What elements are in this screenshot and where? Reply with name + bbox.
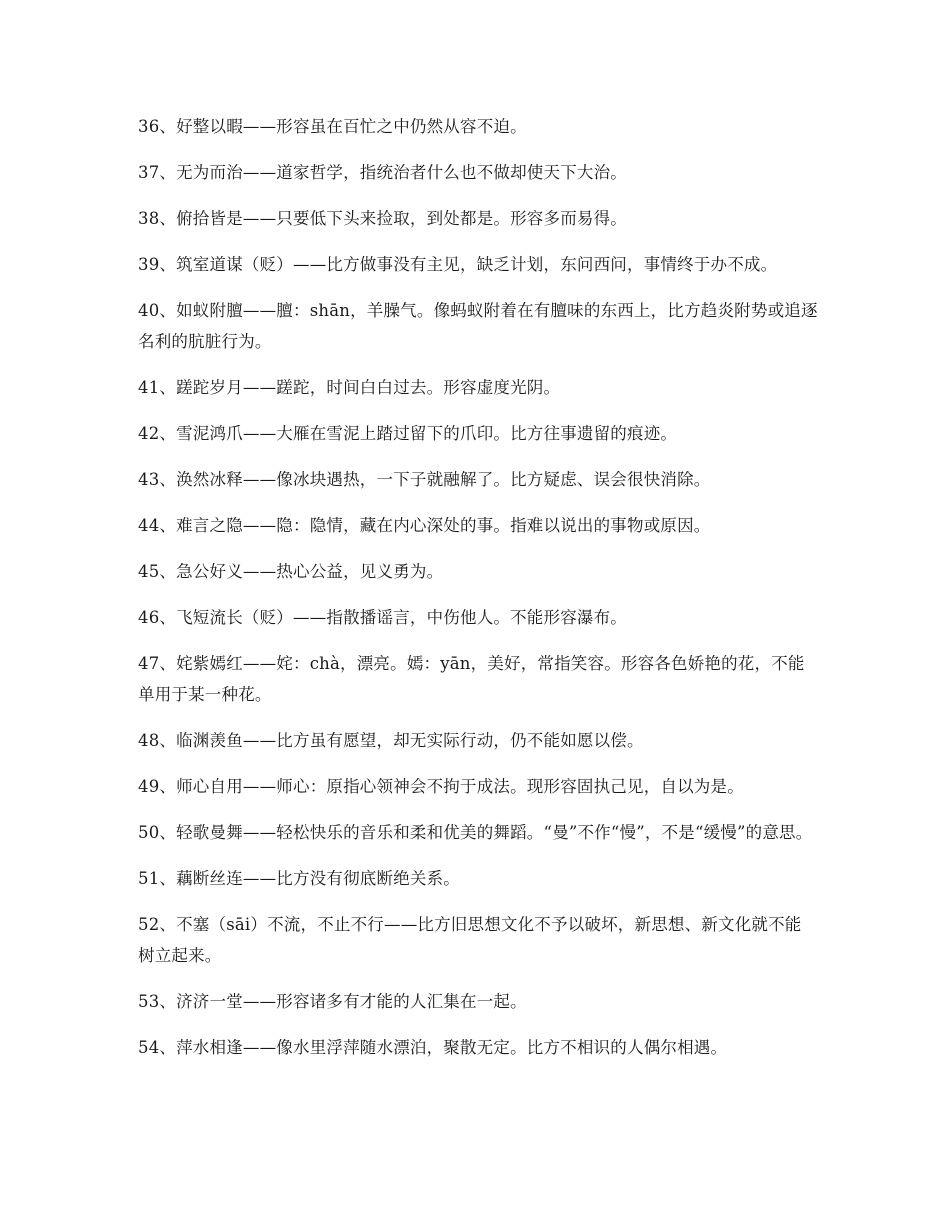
entry-number: 50	[138, 823, 160, 842]
idiom-entry	[138, 157, 818, 188]
entry-number: 52	[138, 915, 160, 934]
entry-separator: 、	[159, 516, 177, 535]
entry-text: 涣然冰释——像冰块遇热，一下子就融解了。比方疑虑、误会很快消除。	[176, 470, 711, 489]
entry-number: 49	[138, 777, 160, 796]
entry-separator: 、	[159, 562, 177, 581]
entry-number: 47	[138, 654, 160, 673]
entry-number: 51	[138, 869, 160, 888]
entry-number: 41	[138, 378, 160, 397]
entry-separator: 、	[159, 255, 177, 274]
idiom-entry	[138, 817, 818, 848]
entry-separator: 、	[159, 654, 177, 673]
idiom-entry	[138, 372, 818, 403]
idiom-entry	[138, 556, 818, 587]
idiom-entry	[138, 909, 818, 971]
entry-text: 临渊羡鱼——比方虽有愿望，却无实际行动，仍不能如愿以偿。	[176, 731, 644, 750]
idiom-list	[138, 111, 818, 1078]
entry-text: 萍水相逢——像水里浮萍随水漂泊，聚散无定。比方不相识的人偶尔相遇。	[176, 1038, 728, 1057]
entry-separator: 、	[159, 915, 177, 934]
idiom-entry	[138, 295, 818, 357]
entry-text: 飞短流长（贬）——指散播谣言，中伤他人。不能形容瀑布。	[176, 608, 628, 627]
entry-text: 轻歌曼舞——轻松快乐的音乐和柔和优美的舞蹈。“曼”不作“慢”，不是“缓慢”的意思。	[176, 823, 813, 842]
entry-separator: 、	[159, 117, 177, 136]
entry-separator: 、	[159, 470, 177, 489]
idiom-entry	[138, 725, 818, 756]
entry-number: 44	[138, 516, 160, 535]
entry-text: 师心自用——师心：原指心领神会不拘于成法。现形容固执己见，自以为是。	[176, 777, 744, 796]
entry-separator: 、	[159, 301, 177, 320]
idiom-entry	[138, 249, 818, 280]
idiom-entry	[138, 1032, 818, 1063]
entry-separator: 、	[159, 731, 177, 750]
idiom-entry	[138, 863, 818, 894]
entry-text: 无为而治——道家哲学，指统治者什么也不做却使天下大治。	[176, 163, 628, 182]
entry-separator: 、	[159, 823, 177, 842]
idiom-entry	[138, 111, 818, 142]
entry-number: 43	[138, 470, 160, 489]
entry-number: 46	[138, 608, 160, 627]
entry-separator: 、	[159, 1038, 177, 1057]
entry-text: 不塞（sāi）不流，不止不行——比方旧思想文化不予以破坏，新思想、新文化就不能树立起来。	[138, 915, 802, 965]
entry-text: 难言之隐——隐：隐情，藏在内心深处的事。指难以说出的事物或原因。	[176, 516, 711, 535]
idiom-entry	[138, 418, 818, 449]
entry-number: 42	[138, 424, 160, 443]
entry-separator: 、	[159, 869, 177, 888]
idiom-entry	[138, 771, 818, 802]
entry-text: 筑室道谋（贬）——比方做事没有主见，缺乏计划，东问西问，事情终于办不成。	[176, 255, 778, 274]
idiom-entry	[138, 648, 818, 710]
entry-text: 济济一堂——形容诸多有才能的人汇集在一起。	[176, 992, 527, 1011]
entry-text: 藕断丝连——比方没有彻底断绝关系。	[176, 869, 461, 888]
entry-separator: 、	[159, 777, 177, 796]
idiom-entry	[138, 464, 818, 495]
entry-number: 48	[138, 731, 160, 750]
idiom-entry	[138, 510, 818, 541]
entry-text: 俯拾皆是——只要低下头来捡取，到处都是。形容多而易得。	[176, 209, 628, 228]
entry-separator: 、	[159, 424, 177, 443]
entry-separator: 、	[159, 209, 177, 228]
entry-text: 好整以暇——形容虽在百忙之中仍然从容不迫。	[176, 117, 527, 136]
entry-number: 53	[138, 992, 160, 1011]
entry-number: 37	[138, 163, 160, 182]
entry-separator: 、	[159, 378, 177, 397]
entry-text: 蹉跎岁月——蹉跎，时间白白过去。形容虚度光阴。	[176, 378, 561, 397]
entry-separator: 、	[159, 608, 177, 627]
idiom-entry	[138, 203, 818, 234]
entry-number: 40	[138, 301, 160, 320]
entry-text: 如蚁附膻——膻：shān，羊臊气。像蚂蚁附着在有膻味的东西上，比方趋炎附势或追逐名利的肮脏行为。	[138, 301, 818, 351]
idiom-entry	[138, 986, 818, 1017]
entry-text: 急公好义——热心公益，见义勇为。	[176, 562, 444, 581]
entry-separator: 、	[159, 163, 177, 182]
entry-text: 姹紫嫣红——姹：chà，漂亮。嫣：yān，美好，常指笑容。形容各色娇艳的花，不能单用于某一种花。	[138, 654, 805, 704]
entry-number: 39	[138, 255, 160, 274]
entry-separator: 、	[159, 992, 177, 1011]
idiom-entry	[138, 602, 818, 633]
entry-number: 45	[138, 562, 160, 581]
entry-number: 38	[138, 209, 160, 228]
entry-number: 36	[138, 117, 160, 136]
entry-text: 雪泥鸿爪——大雁在雪泥上踏过留下的爪印。比方往事遗留的痕迹。	[176, 424, 678, 443]
entry-number: 54	[138, 1038, 160, 1057]
